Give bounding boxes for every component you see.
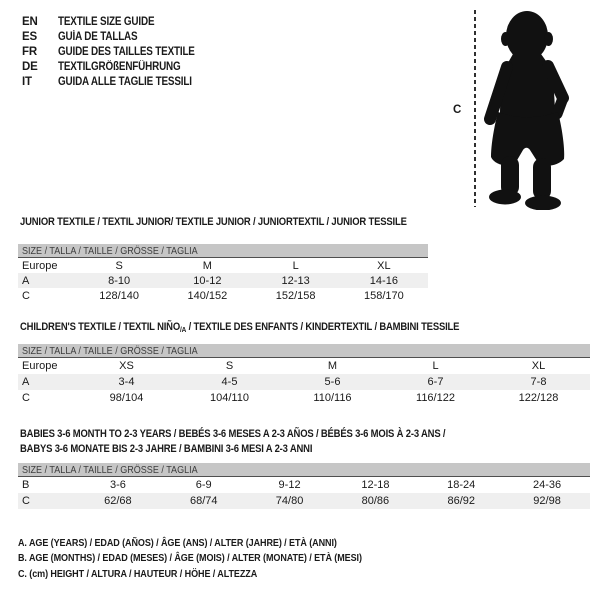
size-cell: 4-5 bbox=[221, 376, 238, 388]
guide-title: GUIDE DES TAILLES TEXTILE bbox=[58, 46, 195, 58]
column-header: S bbox=[225, 360, 234, 372]
size-cell: 104/110 bbox=[210, 392, 249, 404]
row-label: C bbox=[22, 495, 30, 507]
guide-title: GUIDA ALLE TAGLIE TESSILI bbox=[58, 76, 192, 88]
size-cell: 92/98 bbox=[533, 495, 561, 507]
size-cell: 152/158 bbox=[275, 289, 316, 302]
children-size-table bbox=[18, 344, 590, 406]
footnote-c bbox=[18, 567, 418, 582]
language-code: EN bbox=[22, 16, 38, 28]
children-title-post: / TEXTILE DES ENFANTS / KINDERTEXTIL / BAMBINI TESSILE bbox=[186, 321, 460, 333]
language-row bbox=[22, 30, 217, 45]
size-cell: 6-7 bbox=[427, 376, 444, 388]
table-row-europe bbox=[18, 258, 428, 273]
junior-section-title-text: JUNIOR TEXTILE / TEXTIL JUNIOR/ TEXTILE JUNIOR / JUNIORTEXTIL / JUNIOR TESSILE bbox=[20, 216, 407, 228]
language-code: DE bbox=[22, 61, 38, 73]
toddler-silhouette bbox=[478, 8, 574, 210]
row-label: A bbox=[22, 376, 30, 388]
size-cell: 3-4 bbox=[118, 376, 135, 388]
language-row bbox=[22, 75, 217, 90]
footnote-b bbox=[18, 551, 418, 566]
column-header: XS bbox=[119, 360, 134, 372]
size-cell: 128/140 bbox=[99, 289, 139, 302]
language-row bbox=[22, 45, 217, 60]
guide-title: TEXTILE SIZE GUIDE bbox=[58, 16, 155, 28]
language-title-list bbox=[22, 15, 217, 90]
language-code: ES bbox=[22, 31, 37, 43]
table-row-age bbox=[18, 273, 428, 288]
language-row bbox=[22, 15, 217, 30]
size-cell: 8-10 bbox=[108, 274, 131, 287]
guide-title: GUÍA DE TALLAS bbox=[58, 31, 138, 43]
column-header: M bbox=[202, 259, 212, 272]
size-cell: 62/68 bbox=[104, 495, 132, 507]
size-cell: 10-12 bbox=[193, 274, 222, 287]
size-header-label: SIZE / TALLA / TAILLE / GRÖSSE / TAGLIA bbox=[22, 344, 198, 357]
table-row-height bbox=[18, 288, 428, 303]
height-measure-line bbox=[474, 10, 476, 207]
size-header-label: SIZE / TALLA / TAILLE / GRÖSSE / TAGLIA bbox=[22, 463, 198, 476]
size-cell: 12-18 bbox=[361, 479, 390, 491]
table-row-europe bbox=[18, 358, 590, 374]
size-cell: 18-24 bbox=[447, 479, 476, 491]
size-cell: 98/104 bbox=[109, 392, 144, 404]
row-label: B bbox=[22, 479, 30, 491]
row-label: C bbox=[22, 289, 30, 302]
language-code: FR bbox=[22, 46, 37, 58]
column-header: XL bbox=[377, 259, 391, 272]
table-row-height bbox=[18, 493, 590, 509]
table-row-age bbox=[18, 374, 590, 390]
babies-title-line1: BABIES 3-6 MONTH TO 2-3 YEARS / BEBÉS 3-6 MESES A 2-3 AÑOS / BÉBÉS 3-6 MOIS À 2-3 ANS / bbox=[20, 428, 446, 440]
language-row bbox=[22, 60, 217, 75]
height-measure-label: C bbox=[453, 104, 462, 116]
size-cell: 68/74 bbox=[189, 495, 218, 507]
size-cell: 5-6 bbox=[324, 376, 341, 388]
size-header-bar bbox=[18, 244, 428, 258]
row-label: Europe bbox=[22, 259, 58, 272]
junior-section-title bbox=[20, 215, 470, 230]
size-cell: 74/80 bbox=[275, 495, 304, 507]
size-cell: 122/128 bbox=[518, 392, 559, 404]
size-cell: 9-12 bbox=[278, 479, 301, 491]
children-title-subscript: /A bbox=[180, 325, 187, 334]
size-header-bar bbox=[18, 344, 590, 358]
footnote-c-text: C. (cm) HEIGHT / ALTURA / HAUTEUR / HÖHE / ALTEZZA bbox=[18, 567, 258, 580]
guide-title: TEXTILGRÖßENFÜHRUNG bbox=[58, 61, 181, 73]
column-header: M bbox=[327, 360, 338, 372]
children-section-title-text bbox=[20, 320, 459, 335]
size-cell: 7-8 bbox=[530, 376, 547, 388]
size-cell: 158/170 bbox=[363, 289, 404, 302]
size-cell: 140/152 bbox=[187, 289, 228, 302]
size-cell: 14-16 bbox=[369, 274, 398, 287]
children-title-pre: CHILDREN'S TEXTILE / TEXTIL NIÑO bbox=[20, 321, 181, 333]
table-row-height bbox=[18, 390, 590, 406]
column-header: L bbox=[432, 360, 439, 372]
children-section-title bbox=[20, 320, 531, 335]
size-cell: 24-36 bbox=[532, 479, 562, 491]
column-header: L bbox=[292, 259, 299, 272]
column-header: S bbox=[115, 259, 123, 272]
size-cell: 6-9 bbox=[195, 479, 212, 491]
babies-size-table bbox=[18, 463, 590, 509]
row-label: Europe bbox=[22, 360, 58, 372]
size-cell: 3-6 bbox=[109, 479, 126, 491]
size-cell: 80/86 bbox=[361, 495, 390, 507]
junior-size-table bbox=[18, 244, 428, 303]
row-label: C bbox=[22, 392, 30, 404]
size-cell: 116/122 bbox=[416, 392, 455, 404]
size-cell: 110/116 bbox=[313, 392, 352, 404]
language-code: IT bbox=[22, 76, 32, 88]
size-cell: 12-13 bbox=[281, 274, 310, 287]
footnote-legend bbox=[18, 536, 418, 582]
size-header-bar bbox=[18, 463, 590, 477]
size-cell: 86/92 bbox=[447, 495, 475, 507]
babies-title-line2: BABYS 3-6 MONATE BIS 2-3 JAHRE / BAMBINI 3-6 MESI A 2-3 ANNI bbox=[20, 443, 313, 455]
row-label: A bbox=[22, 274, 30, 287]
footnote-b-text: B. AGE (MONTHS) / EDAD (MESES) / ÂGE (MOIS) / ALTER (MONATE) / ETÀ (MESI) bbox=[18, 552, 362, 565]
footnote-a-text: A. AGE (YEARS) / EDAD (AÑOS) / ÂGE (ANS) / ALTER (JAHRE) / ETÀ (ANNI) bbox=[18, 537, 337, 549]
babies-section-title bbox=[20, 427, 515, 457]
table-row-months bbox=[18, 477, 590, 493]
size-header-label: SIZE / TALLA / TAILLE / GRÖSSE / TAGLIA bbox=[22, 244, 198, 257]
column-header: XL bbox=[531, 360, 546, 372]
footnote-a bbox=[18, 536, 418, 551]
